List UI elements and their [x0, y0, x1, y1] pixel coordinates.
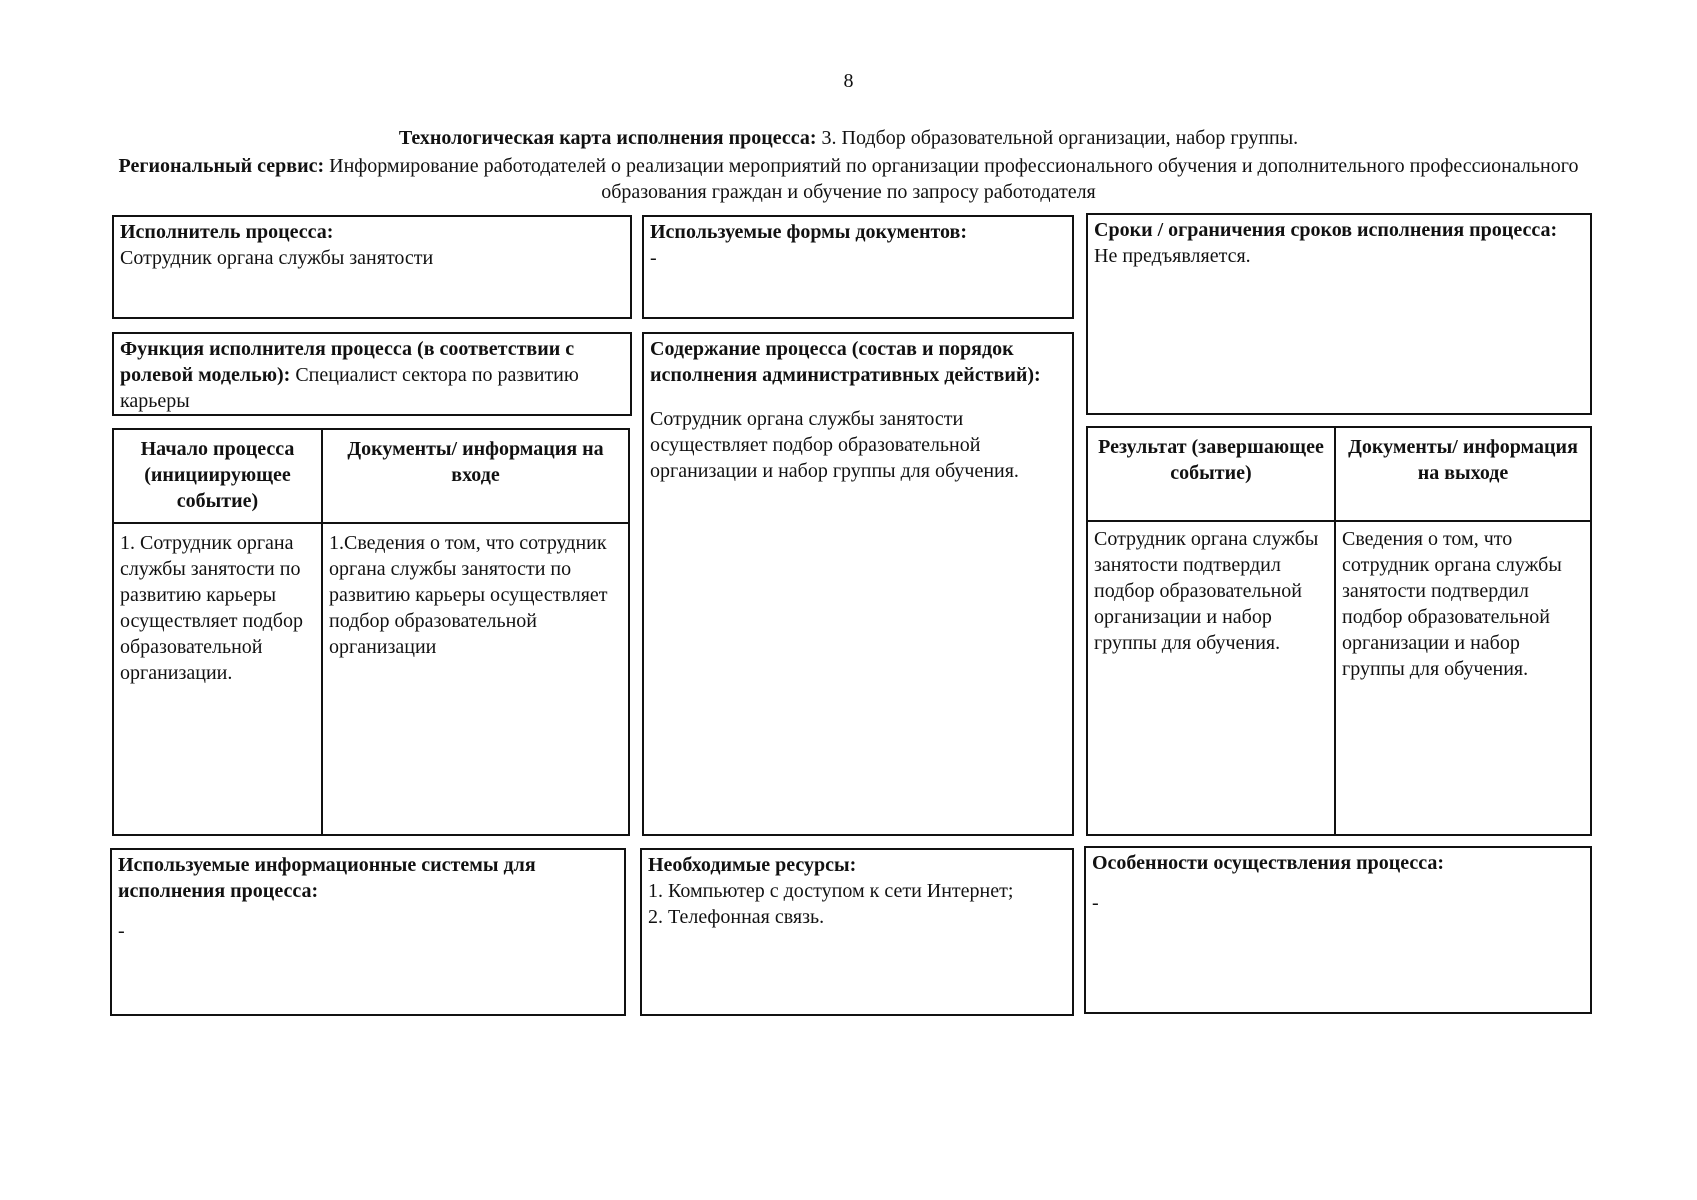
forms-title: Используемые формы документов: — [650, 221, 968, 243]
content-box — [642, 332, 1074, 836]
result-col1-header: Результат (завершающее событие) — [1098, 436, 1324, 484]
regional-service-name: Информирование работодателей о реализации мероприятий по организации профессионального обучения и дополнительного профессионального образования граждан и обучение по запросу работодателя — [324, 155, 1579, 203]
regional-service-label: Региональный сервис: — [118, 155, 325, 177]
page-number: 8 — [843, 70, 854, 92]
content-value: Сотрудник органа службы занятости осуществляет подбор образовательной организации и набор группы для обучения. — [650, 408, 1019, 482]
function-title: Функция исполнителя процесса (в соответствии с ролевой моделью): — [120, 338, 575, 386]
deadlines-box — [1086, 213, 1592, 415]
start-col1-value: 1. Сотрудник органа службы занятости по развитию карьеры осуществляет подбор образовательной организации. — [120, 532, 303, 684]
deadlines-value: Не предъявляется. — [1094, 245, 1251, 267]
features-title: Особенности осуществления процесса: — [1092, 852, 1445, 874]
start-table-header-line — [114, 522, 628, 524]
resources-item: 2. Телефонная связь. — [648, 906, 825, 928]
start-col2-value: 1.Сведения о том, что сотрудник органа службы занятости по развитию карьеры осуществляет подбор образовательной организации — [329, 532, 608, 658]
info-systems-box — [110, 848, 626, 1016]
process-map-name: 3. Подбор образовательной организации, набор группы. — [816, 127, 1299, 149]
result-col1-value: Сотрудник органа службы занятости подтвердил подбор образовательной организации и набор группы для обучения. — [1094, 528, 1319, 654]
deadlines-title: Сроки / ограничения сроков исполнения процесса: — [1094, 219, 1558, 241]
content-title: Содержание процесса (состав и порядок исполнения административных действий): — [650, 338, 1041, 386]
info-systems-value: - — [118, 920, 125, 942]
executor-value: Сотрудник органа службы занятости — [120, 247, 434, 269]
resources-box — [640, 848, 1074, 1016]
features-value: - — [1092, 892, 1099, 914]
start-col1-header: Начало процесса (инициирующее событие) — [140, 438, 295, 512]
result-table — [1086, 426, 1592, 836]
executor-box — [112, 215, 632, 319]
forms-value: - — [650, 247, 657, 269]
regional-service-title — [100, 153, 1597, 205]
result-col2-value: Сведения о том, что сотрудник органа службы занятости подтвердил подбор образовательной организации и набор группы для обучения. — [1342, 528, 1562, 680]
process-map-label: Технологическая карта исполнения процесса: — [398, 127, 817, 149]
start-table — [112, 428, 630, 836]
resources-title: Необходимые ресурсы: — [648, 854, 857, 876]
info-systems-title: Используемые информационные системы для исполнения процесса: — [118, 854, 536, 902]
forms-box — [642, 215, 1074, 319]
executor-title: Исполнитель процесса: — [120, 221, 334, 243]
result-table-header-line — [1088, 520, 1590, 522]
function-value: Специалист сектора по развитию карьеры — [120, 364, 579, 412]
resources-item: 1. Компьютер с доступом к сети Интернет; — [648, 880, 1014, 902]
result-col2-header: Документы/ информация на выходе — [1348, 436, 1578, 484]
features-box — [1084, 846, 1592, 1014]
start-col2-header: Документы/ информация на входе — [347, 438, 604, 486]
function-box — [112, 332, 632, 416]
process-map-title — [100, 125, 1597, 151]
